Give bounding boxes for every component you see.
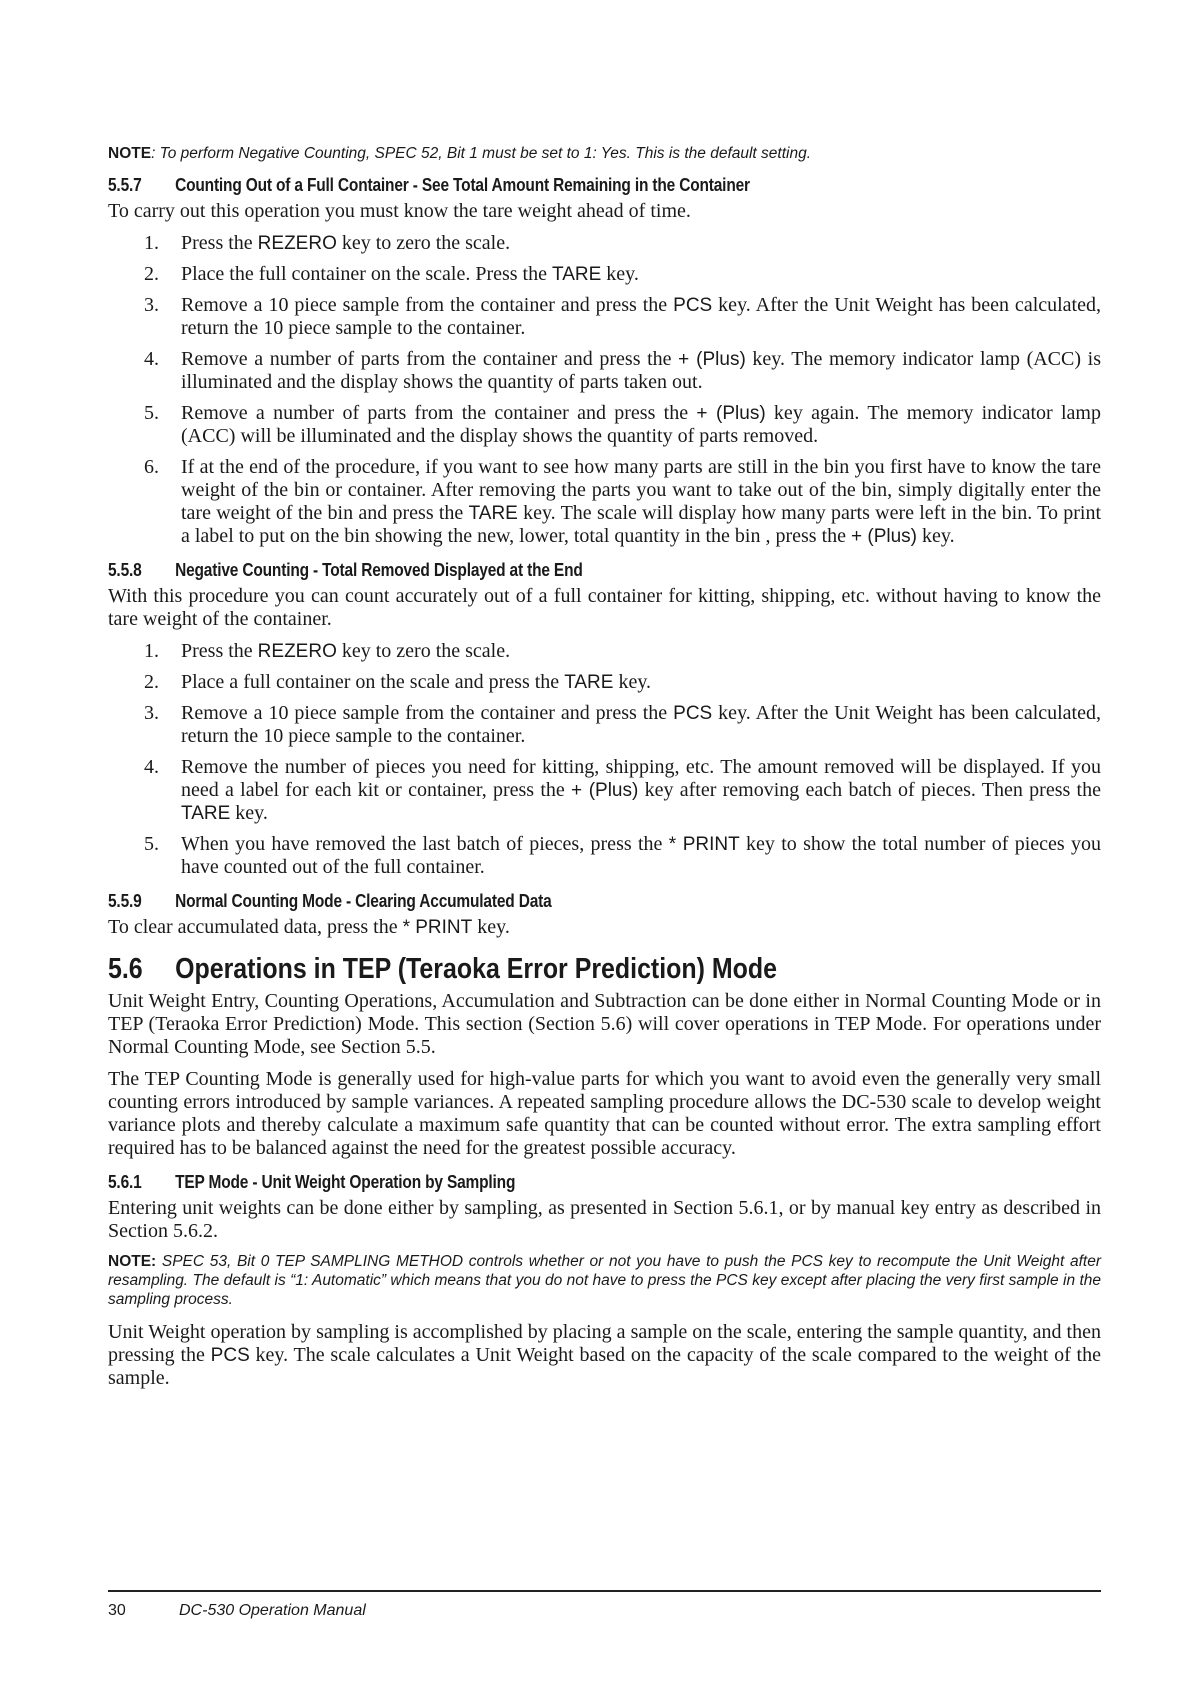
section-paragraph-5-6-1-b: Unit Weight operation by sampling is accomplished by placing a sample on the scale, entering the sample quantity, and then pressing the PCS key. The scale calculates a Unit Weight based on the capacity of the scale compared to the weight of the sample. [108, 1321, 1101, 1389]
list-item: 3. Remove a 10 piece sample from the container and press the PCS key. After the Unit Weight has been calculated, return the 10 piece sample to the container. [144, 294, 1101, 339]
section-paragraph-5-6-b: The TEP Counting Mode is generally used for high-value parts for which you want to avoid even the generally very small counting errors introduced by sample variances. A repeated sampling procedure allows the DC-530 scale to develop weight variance plots and thereby calculate a maximum safe quantity that can be counted without error. The extra sampling effort required has to be balanced against the need for the greatest possible accuracy. [108, 1068, 1101, 1159]
page-number: 30 [108, 1602, 126, 1619]
list-item: 1. Press the REZERO key to zero the scale. [144, 640, 511, 662]
section-heading-5-5-9: 5.5.9 Normal Counting Mode - Clearing Accumulated Data [108, 891, 552, 911]
section-paragraph-5-6-a: Unit Weight Entry, Counting Operations, Accumulation and Subtraction can be done either in Normal Counting Mode or in TEP (Teraoka Error Prediction) Mode. This section (Section 5.6) will cover operations in TEP Mode. For operations under Normal Counting Mode, see Section 5.5. [108, 990, 1101, 1058]
list-item: 2. Place a full container on the scale and press the TARE key. [144, 671, 652, 693]
section-heading-5-5-7: 5.5.7 Counting Out of a Full Container - See Total Amount Remaining in the Container [108, 175, 750, 195]
section-intro-5-5-8: With this procedure you can count accurately out of a full container for kitting, shipping, etc. without having to know the tare weight of the container. [108, 585, 1101, 630]
note-label: NOTE: [108, 1253, 157, 1270]
note-tep-sampling [108, 1252, 1101, 1309]
steps-list-5-5-7 [108, 232, 1101, 548]
section-heading-5-6-1: 5.6.1 TEP Mode - Unit Weight Operation by Sampling [108, 1172, 516, 1192]
manual-title: DC-530 Operation Manual [179, 1602, 366, 1619]
note-negative-counting [108, 144, 1101, 163]
page-footer [108, 1590, 1101, 1620]
list-item: 6. If at the end of the procedure, if you want to see how many parts are still in the bin you first have to know the tare weight of the bin or container. After removing the parts you want to take out of the bin, simply digitally enter the tare weight of the bin and press the TARE key. The scale will display how many parts were left in the bin. To print a label to put on the bin showing the new, lower, total quantity in the bin , press the + (Plus) key. [144, 456, 1101, 547]
section-text-5-5-9: To clear accumulated data, press the * PRINT key. [108, 916, 510, 938]
section-heading-5-6: 5.6 Operations in TEP (Teraoka Error Prediction) Mode [108, 953, 777, 985]
note-text: SPEC 53, Bit 0 TEP SAMPLING METHOD controls whether or not you have to push the PCS key to recompute the Unit Weight after resampling. The default is “1: Automatic” which means that you do not have to press the PCS key except after placing the very first sample in the sampling process. [108, 1253, 1101, 1308]
list-item: 5. When you have removed the last batch of pieces, press the * PRINT key to show the total number of pieces you have counted out of the full container. [144, 833, 1101, 878]
note-text: : To perform Negative Counting, SPEC 52, Bit 1 must be set to 1: Yes. This is the default setting. [151, 145, 812, 162]
manual-page [108, 140, 1101, 1399]
list-item: 5. Remove a number of parts from the container and press the + (Plus) key again. The memory indicator lamp (ACC) will be illuminated and the display shows the quantity of parts removed. [144, 402, 1101, 447]
note-label: NOTE [108, 145, 152, 162]
list-item: 4. Remove the number of pieces you need for kitting, shipping, etc. The amount removed will be displayed. If you need a label for each kit or container, press the + (Plus) key after removing each batch of pieces. Then press the TARE key. [144, 756, 1101, 824]
list-item: 3. Remove a 10 piece sample from the container and press the PCS key. After the Unit Weight has been calculated, return the 10 piece sample to the container. [144, 702, 1101, 747]
steps-list-5-5-8 [108, 640, 1101, 879]
section-paragraph-5-6-1-a: Entering unit weights can be done either by sampling, as presented in Section 5.6.1, or by manual key entry as described in Section 5.6.2. [108, 1197, 1101, 1242]
list-item: 1. Press the REZERO key to zero the scale. [144, 232, 511, 254]
list-item: 2. Place the full container on the scale. Press the TARE key. [144, 263, 639, 285]
list-item: 4. Remove a number of parts from the container and press the + (Plus) key. The memory indicator lamp (ACC) is illuminated and the display shows the quantity of parts taken out. [144, 348, 1101, 393]
section-heading-5-5-8: 5.5.8 Negative Counting - Total Removed Displayed at the End [108, 560, 583, 580]
section-intro-5-5-7: To carry out this operation you must know the tare weight ahead of time. [108, 200, 691, 222]
